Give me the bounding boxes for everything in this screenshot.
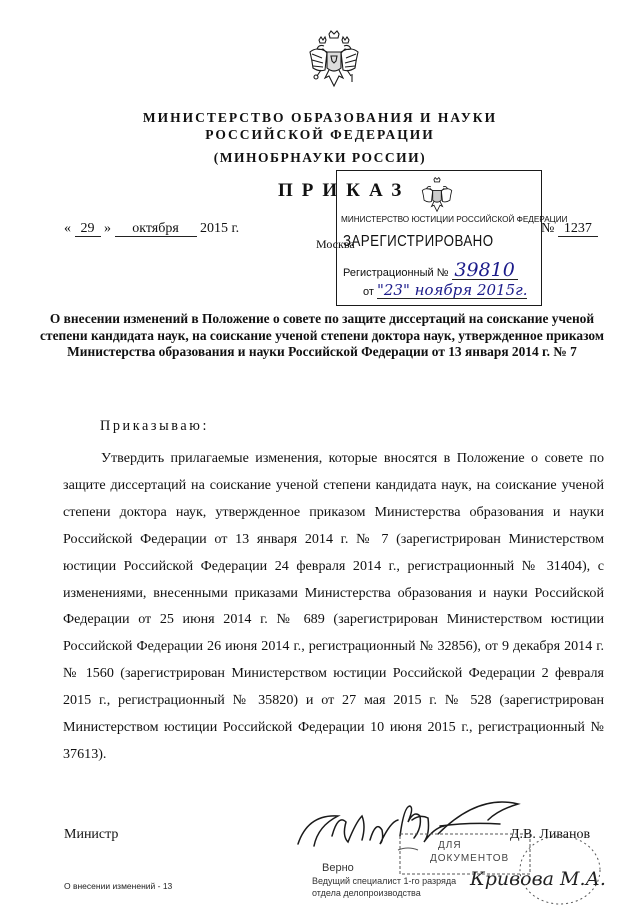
- date-close-quote: »: [104, 221, 111, 236]
- stamp-reg-number: 39810: [452, 261, 518, 280]
- document-title: О внесении изменений в Положение о совете по защите диссертаций на соискание ученой степени кандидата наук, на соискание ученой степени доктора наук, утвержденное приказом Министерства образования и науки Российской Федерации от 13 января 2014 г. № 7: [40, 311, 604, 359]
- stamp-registration-number: [343, 261, 518, 280]
- copy-stamp-for: ДЛЯ: [438, 840, 462, 851]
- registration-stamp: [336, 170, 568, 306]
- stamp-date-label: от: [363, 286, 374, 298]
- footer-file-note: О внесении изменений - 13: [64, 881, 173, 891]
- order-number-label: №: [541, 221, 555, 236]
- body-paragraph: Утвердить прилагаемые изменения, которые вносятся в Положение о совете по защите диссертаций на соискание ученой степени кандидата наук, на соискание ученой степени доктора наук, утвержденное приказом Министерства образования и науки Российской Федерации от 13 января 2014 г. № 7 (зарегистрирован Министерством юстиции Российской Федерации 24 февраля 2014 г., регистрационный № 31404), с изменениями, внесенными приказами Министерства образования и науки Российской Федерации от 25 июня 2014 г. № 689 (зарегистрирован Министерством юстиции Российской Федерации 26 июня 2014 г., регистрационный № 32856), от 9 декабря 2014 г. № 1560 (зарегистрирован Министерством юстиции Российской Федерации 2 февраля 2015 г., регистрационный № 35820) и от 27 мая 2015 г. № 528 (зарегистрирован Министерством юстиции Российской Федерации 10 июня 2015 г., регистрационный № 37613).: [63, 450, 604, 762]
- copy-verified-label: Верно: [322, 862, 354, 874]
- ministry-name-line2: РОССИЙСКОЙ ФЕДЕРАЦИИ: [205, 127, 435, 142]
- russian-coat-of-arms-icon: [419, 177, 455, 215]
- ministry-name-line1: МИНИСТЕРСТВО ОБРАЗОВАНИЯ И НАУКИ: [142, 110, 498, 125]
- copy-officer-signature: Кривова М.А.: [470, 868, 606, 890]
- order-number-value: 1237: [558, 222, 598, 237]
- stamp-reg-label: Регистрационный №: [343, 267, 449, 279]
- stamp-status: ЗАРЕГИСТРИРОВАНО: [343, 233, 494, 250]
- order-year: 2015 г.: [200, 221, 240, 236]
- order-day: 29: [75, 222, 101, 237]
- document-type-heading: ПРИКАЗ: [278, 180, 411, 201]
- order-month: октября: [115, 222, 197, 237]
- order-city: Москва: [316, 237, 355, 251]
- stamp-ministry-name: МИНИСТЕРСТВО ЮСТИЦИИ РОССИЙСКОЙ ФЕДЕРАЦИИ: [341, 215, 568, 224]
- stamp-registration-date: [363, 283, 527, 299]
- signer-name: Д.В. Ливанов: [510, 827, 591, 842]
- copy-officer-department: отдела делопроизводства: [312, 888, 421, 898]
- stamp-date-value: "23" ноября 2015г.: [376, 281, 528, 299]
- copy-stamp-documents: ДОКУМЕНТОВ: [430, 853, 510, 864]
- signer-role: Министр: [64, 827, 119, 842]
- russian-coat-of-arms-icon: [307, 30, 361, 92]
- order-lead-word: Приказываю:: [100, 418, 209, 434]
- date-open-quote: «: [64, 221, 71, 236]
- ministry-short-name: (МИНОБРНАУКИ РОССИИ): [213, 150, 427, 165]
- order-date: [64, 221, 239, 237]
- copy-officer-position: Ведущий специалист 1-го разряда: [312, 876, 457, 886]
